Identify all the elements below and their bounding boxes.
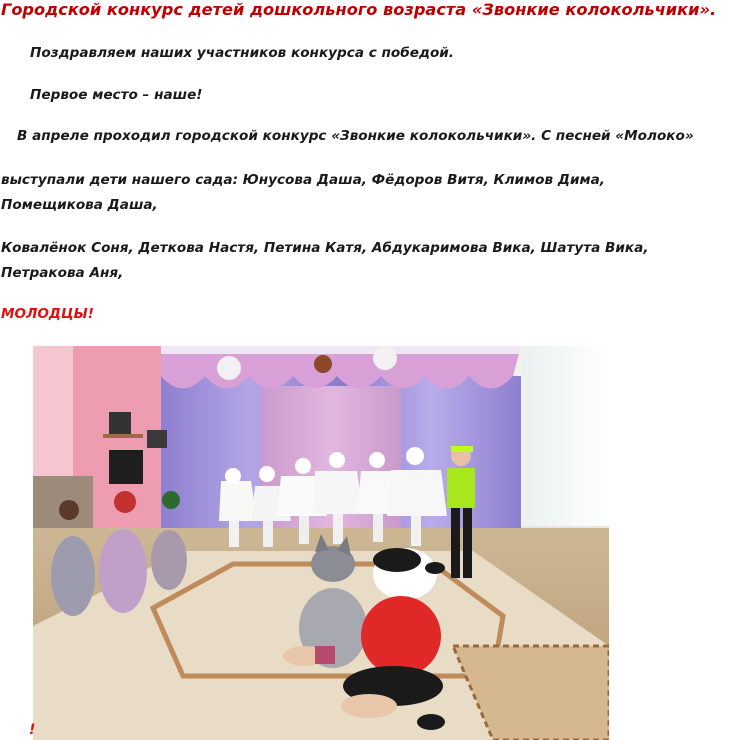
speaker — [147, 430, 167, 448]
tv — [109, 450, 143, 484]
closing-text: МОЛОДЦЫ! — [1, 306, 94, 322]
participants-line-1: выступали дети нашего сада: Юнусова Даша, Фёдоров Витя, Климов Дима, — [1, 172, 605, 188]
contest-paragraph: В апреле проходил городской конкурс «Звонкие колокольчики». С песней «Молоко» — [17, 128, 694, 144]
boy-vest — [447, 468, 475, 508]
boy-leg — [463, 508, 472, 578]
dancer — [313, 471, 363, 514]
trailing-mark: ! — [29, 722, 36, 738]
curtain-rod — [161, 346, 521, 354]
wolf-skirt — [315, 646, 335, 664]
dancer-legs — [411, 516, 421, 546]
participants-line-2: Помещикова Даша, — [1, 197, 158, 213]
participants-line-4: Петракова Аня, — [1, 265, 124, 281]
dancer-head — [225, 468, 241, 484]
cow-patch — [373, 548, 421, 572]
dancer-head — [369, 452, 385, 468]
decoration — [217, 356, 241, 380]
dancer — [387, 470, 447, 516]
dancer-head — [406, 447, 424, 465]
cow-ear — [425, 562, 445, 574]
dancer-legs — [299, 516, 309, 544]
decoration — [373, 346, 397, 370]
seated-woman — [99, 529, 147, 613]
cow-arm — [341, 694, 397, 718]
dancer-legs — [263, 521, 273, 547]
congrats-paragraph: Поздравляем наших участников конкурса с победой. — [30, 45, 454, 61]
seated-woman — [151, 530, 187, 590]
window — [523, 346, 609, 526]
head — [59, 500, 79, 520]
participants-line-3: Ковалёнок Соня, Деткова Настя, Петина Катя, Абдукаримова Вика, Шатута Вика, — [1, 240, 649, 256]
boy-leg — [451, 508, 460, 578]
cow-body — [361, 596, 441, 676]
dancer-legs — [373, 514, 383, 542]
dancer-head — [329, 452, 345, 468]
dancer — [219, 481, 257, 521]
cow-shoe — [417, 714, 445, 730]
shelf — [103, 434, 143, 438]
dancer-legs — [333, 514, 343, 544]
dancer-legs — [229, 521, 239, 547]
head — [162, 491, 180, 509]
page-title: Городской конкурс детей дошкольного возраста «Звонкие колокольчики». — [1, 0, 717, 19]
performance-photo — [33, 346, 609, 740]
first-place-paragraph: Первое место – наше! — [30, 87, 203, 103]
seated-woman — [51, 536, 95, 616]
ceiling-lamp — [314, 355, 332, 373]
boy-cap — [451, 446, 473, 452]
head — [114, 491, 136, 513]
speaker — [109, 412, 131, 434]
dancer-head — [259, 466, 275, 482]
dancer-head — [295, 458, 311, 474]
